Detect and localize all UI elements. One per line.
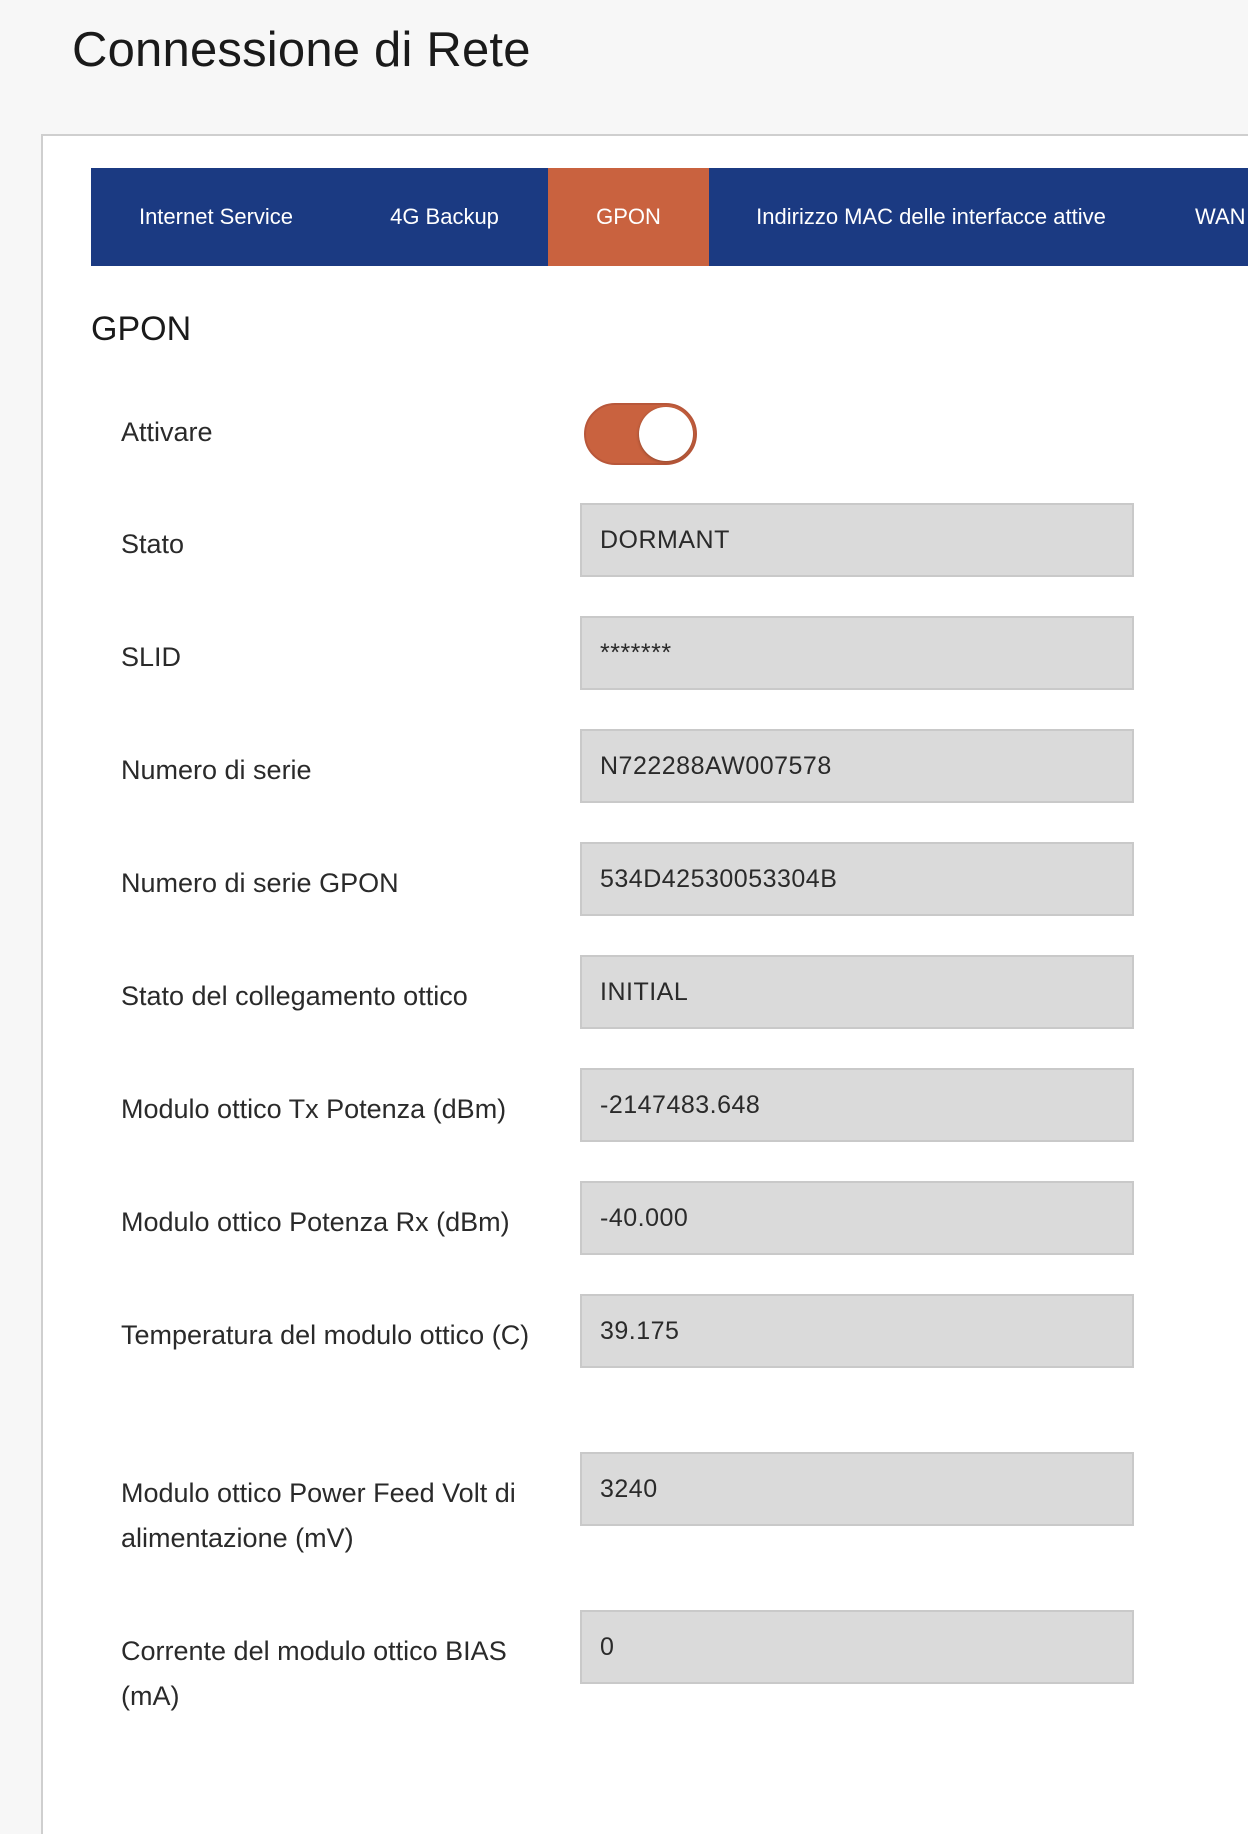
bias-current-field[interactable]: 0 (580, 1610, 1134, 1684)
serial-number-label: Numero di serie (121, 755, 312, 785)
tab-bar (91, 168, 1248, 266)
temperature-label: Temperatura del modulo ottico (C) (121, 1320, 530, 1350)
power-feed-voltage-label: Modulo ottico Power Feed Volt di alimentazione (mV) (121, 1478, 516, 1553)
tab-mac-address[interactable]: Indirizzo MAC delle interfacce attive (756, 204, 1106, 229)
tab-gpon[interactable]: GPON (548, 168, 709, 266)
slid-label: SLID (121, 642, 182, 672)
rx-power-label: Modulo ottico Potenza Rx (dBm) (121, 1207, 510, 1237)
power-feed-voltage-field[interactable]: 3240 (580, 1452, 1134, 1526)
page-title: Connessione di Rete (72, 23, 531, 77)
enable-toggle[interactable] (584, 403, 697, 465)
tab-internet-service[interactable]: Internet Service (138, 204, 294, 229)
optical-link-status-field[interactable]: INITIAL (580, 955, 1134, 1029)
optical-link-status-label: Stato del collegamento ottico (121, 981, 468, 1011)
toggle-knob (639, 407, 693, 461)
tab-wan[interactable]: WAN (1195, 204, 1246, 229)
serial-number-field[interactable]: N722288AW007578 (580, 729, 1134, 803)
section-title: GPON (91, 310, 192, 348)
rx-power-field[interactable]: -40.000 (580, 1181, 1134, 1255)
gpon-serial-label: Numero di serie GPON (121, 868, 399, 898)
bias-current-label: Corrente del modulo ottico BIAS (mA) (121, 1636, 507, 1711)
temperature-field[interactable]: 39.175 (580, 1294, 1134, 1368)
slid-field[interactable]: ******* (580, 616, 1134, 690)
status-label: Stato (121, 529, 185, 559)
enable-label: Attivare (121, 417, 213, 447)
tx-power-field[interactable]: -2147483.648 (580, 1068, 1134, 1142)
tab-4g-backup[interactable]: 4G Backup (390, 204, 499, 229)
gpon-serial-field[interactable]: 534D42530053304B (580, 842, 1134, 916)
status-field[interactable]: DORMANT (580, 503, 1134, 577)
tx-power-label: Modulo ottico Tx Potenza (dBm) (121, 1094, 507, 1124)
